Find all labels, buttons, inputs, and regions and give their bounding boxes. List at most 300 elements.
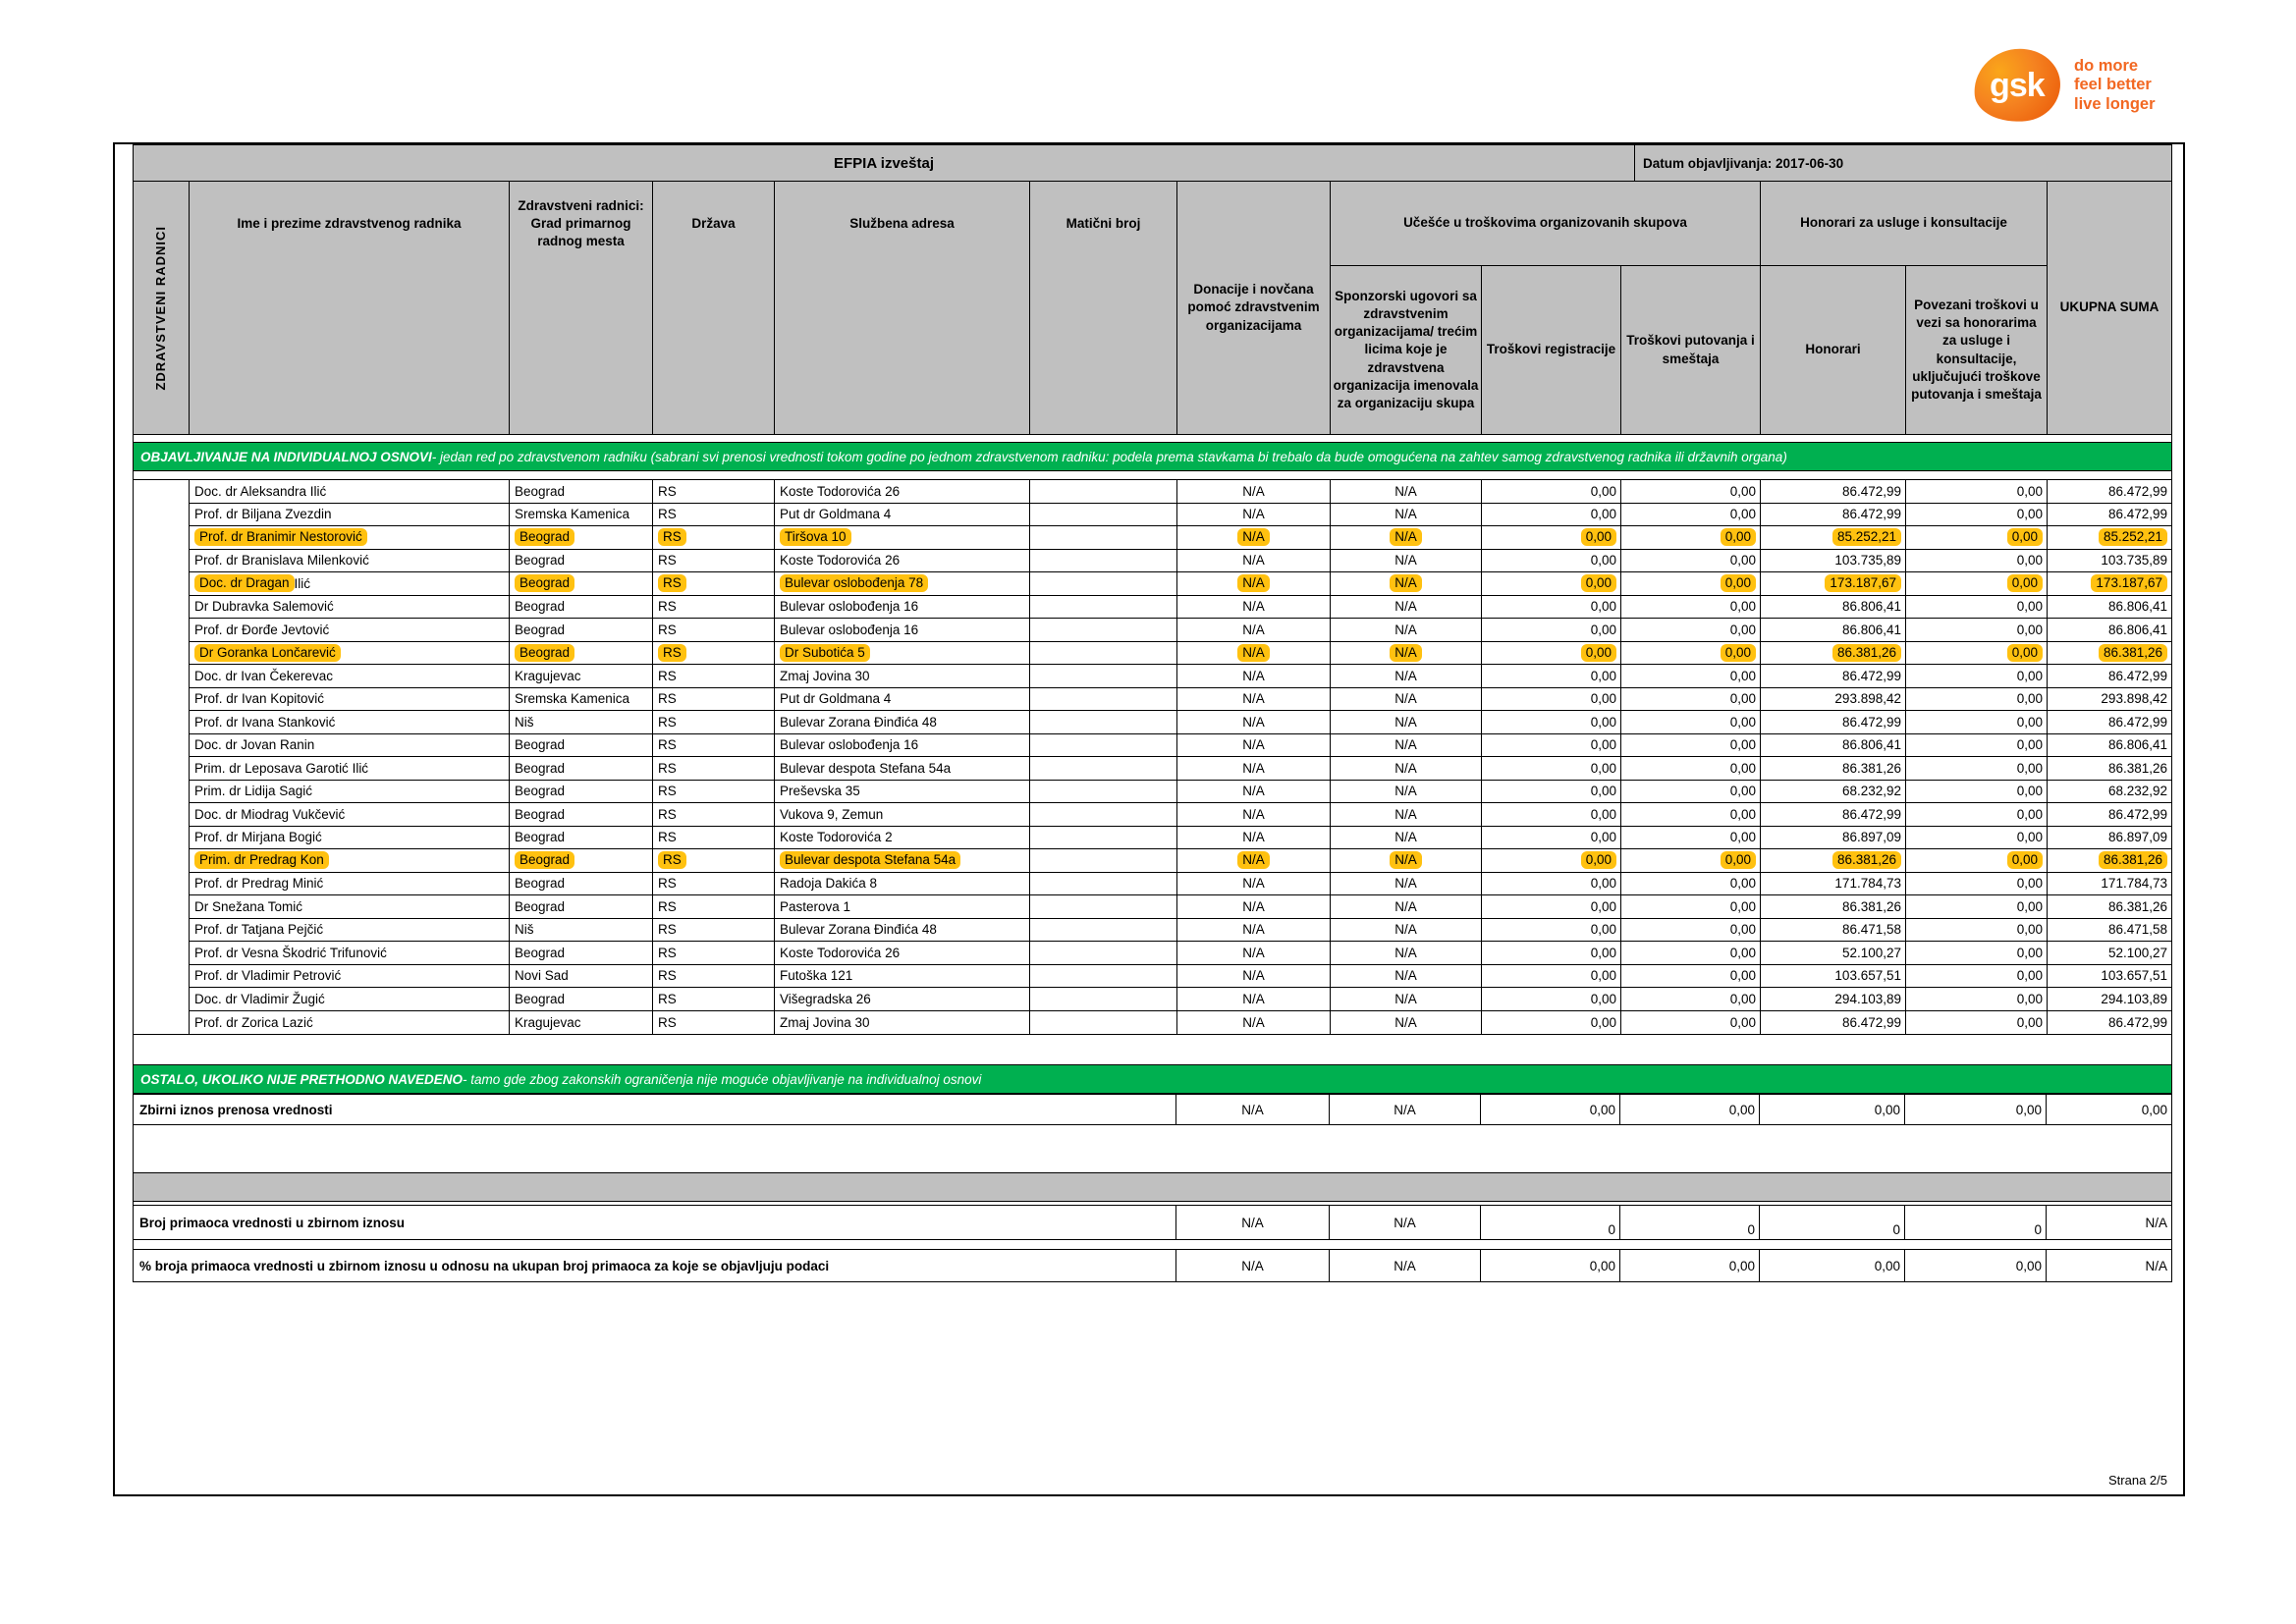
hcp-city-cell: Novi Sad xyxy=(510,965,653,988)
hcp-sponsorship-cell: N/A xyxy=(1331,781,1482,803)
percent-label: % broja primaoca vrednosti u zbirnom iznosu u odnosu na ukupan broj primaoca za koje se objavljuju podaci xyxy=(134,1250,1176,1281)
hcp-registration-cell: 0,00 xyxy=(1482,619,1621,641)
hcp-travel-cell: 0,00 xyxy=(1621,734,1761,757)
hcp-travel-cell: 0,00 xyxy=(1621,803,1761,826)
table-row xyxy=(190,572,2171,596)
hcp-total-cell: 86.381,26 xyxy=(2048,642,2171,665)
hcp-related-cell: 0,00 xyxy=(1906,572,2048,595)
banner-lead: OBJAVLJIVANJE NA INDIVIDUALNOJ OSNOVI xyxy=(140,449,432,464)
hcp-id-cell xyxy=(1030,734,1177,757)
hcp-name-cell: Doc. dr Jovan Ranin xyxy=(190,734,510,757)
other-disclosure-banner xyxy=(133,1064,2172,1094)
hcp-sponsorship-cell: N/A xyxy=(1331,734,1482,757)
hcp-id-cell xyxy=(1030,480,1177,503)
hcp-address-cell: Bulevar despota Stefana 54a xyxy=(775,849,1030,872)
hcp-address-cell: Dr Subotića 5 xyxy=(775,642,1030,665)
hcp-address-cell: Bulevar oslobođenja 16 xyxy=(775,734,1030,757)
hcp-id-cell xyxy=(1030,665,1177,687)
hcp-donations-cell: N/A xyxy=(1177,781,1331,803)
hcp-travel-cell: 0,00 xyxy=(1621,526,1761,549)
hcp-name-cell: Doc. dr Aleksandra Ilić xyxy=(190,480,510,503)
hcp-name-cell: Doc. dr Ivan Čekerevac xyxy=(190,665,510,687)
hcp-registration-cell: 0,00 xyxy=(1482,873,1621,895)
aggregate-sponsorship: N/A xyxy=(1330,1095,1481,1124)
banner-rest: - tamo gde zbog zakonskih ograničenja nije moguće objavljivanje na individualnoj osnovi xyxy=(463,1071,982,1087)
table-row xyxy=(190,665,2171,688)
hcp-registration-cell: 0,00 xyxy=(1482,711,1621,733)
hcp-registration-cell: 0,00 xyxy=(1482,734,1621,757)
hcp-related-cell: 0,00 xyxy=(1906,873,2048,895)
hcp-id-cell xyxy=(1030,873,1177,895)
hcp-donations-cell: N/A xyxy=(1177,504,1331,526)
hcp-city-cell: Beograd xyxy=(510,942,653,964)
hcp-travel-cell: 0,00 xyxy=(1621,504,1761,526)
aggregate-fees: 0,00 xyxy=(1760,1095,1905,1124)
table-row xyxy=(190,688,2171,712)
hcp-total-cell: 86.381,26 xyxy=(2048,849,2171,872)
hcp-fees-cell: 103.735,89 xyxy=(1761,550,1906,572)
hcp-id-cell xyxy=(1030,757,1177,780)
hcp-registration-cell: 0,00 xyxy=(1482,781,1621,803)
hcp-country-cell: RS xyxy=(653,757,775,780)
hcp-city-cell: Sremska Kamenica xyxy=(510,688,653,711)
hcp-city-cell: Beograd xyxy=(510,572,653,595)
report-title: EFPIA izveštaj xyxy=(134,145,1635,181)
hcp-address-cell: Zmaj Jovina 30 xyxy=(775,1011,1030,1035)
hcp-donations-cell: N/A xyxy=(1177,895,1331,918)
hcp-name-cell: Dr Dubravka Salemović xyxy=(190,596,510,619)
table-row xyxy=(190,942,2171,965)
hcp-sponsorship-cell: N/A xyxy=(1331,942,1482,964)
gsk-tagline xyxy=(2074,57,2156,114)
hcp-id-cell xyxy=(1030,942,1177,964)
percent-fees: 0,00 xyxy=(1760,1250,1905,1281)
hcp-address-cell: Koste Todorovića 26 xyxy=(775,942,1030,964)
hcp-name-cell: Prof. dr Đorđe Jevtović xyxy=(190,619,510,641)
col-header-country: Država xyxy=(653,182,775,434)
hcp-name-cell: Dr Snežana Tomić xyxy=(190,895,510,918)
hcp-name-cell: Prof. dr Branimir Nestorović xyxy=(190,526,510,549)
hcp-donations-cell: N/A xyxy=(1177,596,1331,619)
hcp-related-cell: 0,00 xyxy=(1906,688,2048,711)
hcp-city-cell: Beograd xyxy=(510,550,653,572)
hcp-total-cell: 52.100,27 xyxy=(2107,945,2167,960)
hcp-city-cell: Beograd xyxy=(510,988,653,1010)
aggregate-registration: 0,00 xyxy=(1481,1095,1620,1124)
hcp-travel-cell: 0,00 xyxy=(1621,619,1761,641)
page-number: Strana 2/5 xyxy=(2108,1473,2167,1488)
hcp-related-cell: 0,00 xyxy=(1906,480,2048,503)
hcp-total-cell: 86.806,41 xyxy=(2107,622,2167,637)
hcp-registration-cell: 0,00 xyxy=(1482,965,1621,988)
tagline-line-3: live longer xyxy=(2074,94,2156,113)
hcp-fees-cell: 171.784,73 xyxy=(1761,873,1906,895)
hcp-id-cell xyxy=(1030,596,1177,619)
hcp-id-cell xyxy=(1030,827,1177,849)
hcp-total-cell: 86.472,99 xyxy=(2107,668,2167,683)
hcp-fees-cell: 85.252,21 xyxy=(1761,526,1906,549)
hcp-fees-cell: 103.657,51 xyxy=(1761,965,1906,988)
hcp-address-cell: Preševska 35 xyxy=(775,781,1030,803)
publish-date: Datum objavljivanja: 2017-06-30 xyxy=(1643,155,1844,171)
hcp-name-cell: Doc. dr Miodrag Vukčević xyxy=(190,803,510,826)
hcp-country-cell: RS xyxy=(653,596,775,619)
percent-travel: 0,00 xyxy=(1620,1250,1760,1281)
hcp-sponsorship-cell: N/A xyxy=(1331,803,1482,826)
hcp-sponsorship-cell: N/A xyxy=(1331,919,1482,942)
hcp-country-cell: RS xyxy=(653,965,775,988)
col-header-id: Matični broj xyxy=(1030,182,1177,434)
hcp-fees-cell: 86.806,41 xyxy=(1761,619,1906,641)
hcp-country-cell: RS xyxy=(653,781,775,803)
hcp-fees-cell: 86.381,26 xyxy=(1761,642,1906,665)
hcp-fees-cell: 294.103,89 xyxy=(1761,988,1906,1010)
hcp-travel-cell: 0,00 xyxy=(1621,572,1761,595)
hcp-name-cell: Prim. dr Leposava Garotić Ilić xyxy=(190,757,510,780)
hcp-country-cell: RS xyxy=(653,665,775,687)
hcp-city-cell: Niš xyxy=(510,711,653,733)
gray-spacer-bar xyxy=(133,1172,2172,1202)
hcp-travel-cell: 0,00 xyxy=(1621,827,1761,849)
hcp-table xyxy=(133,479,2172,1035)
hcp-related-cell: 0,00 xyxy=(1906,596,2048,619)
hcp-city-cell: Beograd xyxy=(510,480,653,503)
hcp-related-cell: 0,00 xyxy=(1906,827,2048,849)
hcp-total-cell: 86.472,99 xyxy=(2107,714,2167,730)
hcp-total-cell: 86.472,99 xyxy=(2107,507,2167,522)
tagline-line-1: do more xyxy=(2074,56,2139,75)
hcp-city-cell: Beograd xyxy=(510,757,653,780)
col-header-travel: Troškovi putovanja i smeštaja xyxy=(1621,266,1761,434)
hcp-fees-cell: 86.472,99 xyxy=(1761,803,1906,826)
hcp-country-cell: RS xyxy=(653,827,775,849)
hcp-related-cell: 0,00 xyxy=(1906,803,2048,826)
hcp-city-cell: Kragujevac xyxy=(510,1011,653,1035)
recipient-count-row xyxy=(133,1205,2172,1240)
hcp-travel-cell: 0,00 xyxy=(1621,711,1761,733)
hcp-registration-cell: 0,00 xyxy=(1482,919,1621,942)
hcp-id-cell xyxy=(1030,803,1177,826)
table-row xyxy=(190,757,2171,781)
hcp-address-cell: Koste Todorovića 26 xyxy=(775,550,1030,572)
hcp-address-cell: Bulevar despota Stefana 54a xyxy=(775,757,1030,780)
hcp-address-cell: Put dr Goldmana 4 xyxy=(775,504,1030,526)
hcp-address-cell: Koste Todorovića 2 xyxy=(775,827,1030,849)
hcp-city-cell: Sremska Kamenica xyxy=(510,504,653,526)
table-row xyxy=(190,596,2171,620)
hcp-donations-cell: N/A xyxy=(1177,757,1331,780)
hcp-fees-cell: 86.381,26 xyxy=(1761,895,1906,918)
hcp-id-cell xyxy=(1030,919,1177,942)
table-row xyxy=(190,480,2171,504)
hcp-fees-cell: 86.472,99 xyxy=(1761,711,1906,733)
hcp-sponsorship-cell: N/A xyxy=(1331,757,1482,780)
hcp-fees-cell: 52.100,27 xyxy=(1761,942,1906,964)
hcp-registration-cell: 0,00 xyxy=(1482,572,1621,595)
hcp-registration-cell: 0,00 xyxy=(1482,942,1621,964)
hcp-related-cell: 0,00 xyxy=(1906,642,2048,665)
hcp-total-cell: 86.472,99 xyxy=(2107,806,2167,822)
hcp-country-cell: RS xyxy=(653,895,775,918)
hcp-donations-cell: N/A xyxy=(1177,480,1331,503)
hcp-sponsorship-cell: N/A xyxy=(1331,988,1482,1010)
hcp-country-cell: RS xyxy=(653,919,775,942)
col-header-related: Povezani troškovi u vezi sa honorarima za usluge i konsultacije, uključujući troškove putovanja i smeštaja xyxy=(1906,266,2048,434)
hcp-travel-cell: 0,00 xyxy=(1621,873,1761,895)
hcp-registration-cell: 0,00 xyxy=(1482,480,1621,503)
hcp-related-cell: 0,00 xyxy=(1906,526,2048,549)
column-headers xyxy=(134,182,2171,434)
hcp-donations-cell: N/A xyxy=(1177,988,1331,1010)
hcp-address-cell: Radoja Dakića 8 xyxy=(775,873,1030,895)
hcp-country-cell: RS xyxy=(653,619,775,641)
hcp-registration-cell: 0,00 xyxy=(1482,803,1621,826)
hcp-donations-cell: N/A xyxy=(1177,642,1331,665)
hcp-id-cell xyxy=(1030,988,1177,1010)
hcp-donations-cell: N/A xyxy=(1177,550,1331,572)
hcp-registration-cell: 0,00 xyxy=(1482,827,1621,849)
hcp-address-cell: Pasterova 1 xyxy=(775,895,1030,918)
hcp-related-cell: 0,00 xyxy=(1906,919,2048,942)
report-header xyxy=(133,144,2172,435)
hcp-city-cell: Beograd xyxy=(510,781,653,803)
percent-donations: N/A xyxy=(1176,1250,1330,1281)
hcp-fees-cell: 86.806,41 xyxy=(1761,596,1906,619)
table-row xyxy=(190,734,2171,758)
hcp-total-cell: 86.381,26 xyxy=(2107,898,2167,914)
hcp-country-cell: RS xyxy=(653,550,775,572)
hcp-travel-cell: 0,00 xyxy=(1621,895,1761,918)
percent-registration: 0,00 xyxy=(1481,1250,1620,1281)
hcp-total-cell: 103.735,89 xyxy=(2101,553,2167,568)
table-row xyxy=(190,873,2171,896)
hcp-registration-cell: 0,00 xyxy=(1482,757,1621,780)
individual-disclosure-banner xyxy=(133,442,2172,471)
hcp-sponsorship-cell: N/A xyxy=(1331,504,1482,526)
gsk-logo-icon xyxy=(1970,45,2063,127)
hcp-country-cell: RS xyxy=(653,942,775,964)
count-registration: 0 xyxy=(1481,1206,1620,1239)
col-header-address: Službena adresa xyxy=(775,182,1030,434)
hcp-donations-cell: N/A xyxy=(1177,688,1331,711)
table-row xyxy=(190,988,2171,1011)
hcp-registration-cell: 0,00 xyxy=(1482,642,1621,665)
hcp-registration-cell: 0,00 xyxy=(1482,849,1621,872)
hcp-fees-cell: 86.381,26 xyxy=(1761,757,1906,780)
hcp-id-cell xyxy=(1030,504,1177,526)
hcp-fees-cell: 86.472,99 xyxy=(1761,504,1906,526)
hcp-address-cell: Bulevar Zorana Đinđića 48 xyxy=(775,919,1030,942)
count-label: Broj primaoca vrednosti u zbirnom iznosu xyxy=(134,1206,1176,1239)
hcp-donations-cell: N/A xyxy=(1177,942,1331,964)
hcp-id-cell xyxy=(1030,526,1177,549)
col-header-sponsorship: Sponzorski ugovori sa zdravstvenim organizacijama/ trećim licima koje je zdravstvena organizacija imenovala za organizaciju skupa xyxy=(1331,266,1482,434)
hcp-country-cell: RS xyxy=(653,734,775,757)
hcp-city-cell: Beograd xyxy=(510,827,653,849)
table-row xyxy=(190,919,2171,943)
percent-related: 0,00 xyxy=(1905,1250,2047,1281)
hcp-total-cell: 68.232,92 xyxy=(2107,784,2167,799)
hcp-registration-cell: 0,00 xyxy=(1482,895,1621,918)
hcp-travel-cell: 0,00 xyxy=(1621,550,1761,572)
hcp-fees-cell: 86.897,09 xyxy=(1761,827,1906,849)
hcp-id-cell xyxy=(1030,642,1177,665)
hcp-fees-cell: 86.472,99 xyxy=(1761,1011,1906,1035)
hcp-registration-cell: 0,00 xyxy=(1482,988,1621,1010)
hcp-sponsorship-cell: N/A xyxy=(1331,1011,1482,1035)
hcp-donations-cell: N/A xyxy=(1177,849,1331,872)
hcp-sponsorship-cell: N/A xyxy=(1331,873,1482,895)
report-frame xyxy=(113,142,2185,1496)
aggregate-total: 0,00 xyxy=(2141,1102,2167,1117)
aggregate-label: Zbirni iznos prenosa vrednosti xyxy=(134,1095,1176,1124)
table-row xyxy=(190,711,2171,734)
hcp-travel-cell: 0,00 xyxy=(1621,781,1761,803)
hcp-related-cell: 0,00 xyxy=(1906,665,2048,687)
hcp-related-cell: 0,00 xyxy=(1906,781,2048,803)
col-header-name: Ime i prezime zdravstvenog radnika xyxy=(190,182,510,434)
col-header-total: UKUPNA SUMA xyxy=(2059,299,2159,315)
table-row xyxy=(190,781,2171,804)
hcp-country-cell: RS xyxy=(653,711,775,733)
hcp-travel-cell: 0,00 xyxy=(1621,665,1761,687)
hcp-travel-cell: 0,00 xyxy=(1621,849,1761,872)
hcp-related-cell: 0,00 xyxy=(1906,504,2048,526)
hcp-city-cell: Beograd xyxy=(510,734,653,757)
aggregate-related: 0,00 xyxy=(1905,1095,2047,1124)
hcp-donations-cell: N/A xyxy=(1177,1011,1331,1035)
hcp-total-cell: 86.472,99 xyxy=(2107,483,2167,499)
hcp-name-cell: Doc. dr Vladimir Žugić xyxy=(190,988,510,1010)
tagline-line-2: feel better xyxy=(2074,76,2152,94)
hcp-fees-cell: 86.806,41 xyxy=(1761,734,1906,757)
hcp-sponsorship-cell: N/A xyxy=(1331,895,1482,918)
hcp-country-cell: RS xyxy=(653,1011,775,1035)
count-related: 0 xyxy=(1905,1206,2047,1239)
hcp-city-cell: Beograd xyxy=(510,803,653,826)
hcp-donations-cell: N/A xyxy=(1177,619,1331,641)
hcp-travel-cell: 0,00 xyxy=(1621,480,1761,503)
hcp-city-cell: Kragujevac xyxy=(510,665,653,687)
hcp-id-cell xyxy=(1030,550,1177,572)
hcp-related-cell: 0,00 xyxy=(1906,965,2048,988)
hcp-registration-cell: 0,00 xyxy=(1482,526,1621,549)
hcp-related-cell: 0,00 xyxy=(1906,757,2048,780)
hcp-sponsorship-cell: N/A xyxy=(1331,965,1482,988)
hcp-address-cell: Višegradska 26 xyxy=(775,988,1030,1010)
hcp-name-cell: Prof. dr Vladimir Petrović xyxy=(190,965,510,988)
hcp-total-cell: 86.806,41 xyxy=(2107,737,2167,753)
hcp-fees-cell: 86.381,26 xyxy=(1761,849,1906,872)
hcp-total-cell: 86.897,09 xyxy=(2107,830,2167,845)
table-row xyxy=(190,550,2171,573)
hcp-travel-cell: 0,00 xyxy=(1621,642,1761,665)
hcp-sponsorship-cell: N/A xyxy=(1331,619,1482,641)
hcp-country-cell: RS xyxy=(653,572,775,595)
hcp-address-cell: Zmaj Jovina 30 xyxy=(775,665,1030,687)
hcp-travel-cell: 0,00 xyxy=(1621,1011,1761,1035)
hcp-related-cell: 0,00 xyxy=(1906,988,2048,1010)
hcp-total-cell: 85.252,21 xyxy=(2048,526,2171,549)
hcp-address-cell: Koste Todorovića 26 xyxy=(775,480,1030,503)
col-header-fees: Honorari xyxy=(1761,266,1906,434)
hcp-id-cell xyxy=(1030,619,1177,641)
hcp-donations-cell: N/A xyxy=(1177,873,1331,895)
hcp-registration-cell: 0,00 xyxy=(1482,688,1621,711)
hcp-name-cell: Prof. dr Mirjana Bogić xyxy=(190,827,510,849)
hcp-registration-cell: 0,00 xyxy=(1482,665,1621,687)
hcp-total-cell: 103.657,51 xyxy=(2101,968,2167,984)
hcp-name-cell: Doc. dr Dragan Ilić xyxy=(190,572,510,595)
table-row xyxy=(190,849,2171,873)
count-total: N/A xyxy=(2145,1215,2167,1230)
hcp-related-cell: 0,00 xyxy=(1906,619,2048,641)
hcp-sponsorship-cell: N/A xyxy=(1331,665,1482,687)
hcp-total-cell: 173.187,67 xyxy=(2048,572,2171,595)
hcp-donations-cell: N/A xyxy=(1177,665,1331,687)
hcp-name-cell: Prof. dr Ivana Stanković xyxy=(190,711,510,733)
hcp-fees-cell: 86.472,99 xyxy=(1761,480,1906,503)
hcp-related-cell: 0,00 xyxy=(1906,942,2048,964)
count-donations: N/A xyxy=(1176,1206,1330,1239)
banner-rest: - jedan red po zdravstvenom radniku (sabrani svi prenosi vrednosti tokom godine po jednom zdravstvenom radniku: podela prema stavkama bi trebalo da bude omogućena na zahtev samog zdravstvenog radnika ili državnih organa) xyxy=(431,449,1787,464)
hcp-address-cell: Vukova 9, Zemun xyxy=(775,803,1030,826)
table-row xyxy=(190,504,2171,527)
hcp-sponsorship-cell: N/A xyxy=(1331,572,1482,595)
hcp-related-cell: 0,00 xyxy=(1906,1011,2048,1035)
table-row xyxy=(190,803,2171,827)
hcp-sponsorship-cell: N/A xyxy=(1331,480,1482,503)
count-fees: 0 xyxy=(1760,1206,1905,1239)
hcp-country-cell: RS xyxy=(653,642,775,665)
hcp-fees-cell: 86.471,58 xyxy=(1761,919,1906,942)
hcp-donations-cell: N/A xyxy=(1177,572,1331,595)
aggregate-row xyxy=(133,1094,2172,1125)
hcp-address-cell: Bulevar oslobođenja 16 xyxy=(775,596,1030,619)
hcp-related-cell: 0,00 xyxy=(1906,849,2048,872)
hcp-country-cell: RS xyxy=(653,480,775,503)
table-row xyxy=(190,642,2171,666)
hcp-name-cell: Dr Goranka Lončarević xyxy=(190,642,510,665)
hcp-sponsorship-cell: N/A xyxy=(1331,642,1482,665)
hcp-id-cell xyxy=(1030,895,1177,918)
hcp-sponsorship-cell: N/A xyxy=(1331,688,1482,711)
hcp-travel-cell: 0,00 xyxy=(1621,965,1761,988)
hcp-id-cell xyxy=(1030,572,1177,595)
table-row xyxy=(190,619,2171,642)
hcp-related-cell: 0,00 xyxy=(1906,711,2048,733)
col-header-city: Zdravstveni radnici: Grad primarnog radnog mesta xyxy=(510,182,653,434)
hcp-travel-cell: 0,00 xyxy=(1621,988,1761,1010)
hcp-sponsorship-cell: N/A xyxy=(1331,596,1482,619)
gsk-logo xyxy=(1974,49,2156,122)
aggregate-travel: 0,00 xyxy=(1620,1095,1760,1124)
hcp-table-lead-column xyxy=(134,480,190,1034)
hcp-total-cell: 86.381,26 xyxy=(2107,760,2167,776)
hcp-sponsorship-cell: N/A xyxy=(1331,550,1482,572)
hcp-registration-cell: 0,00 xyxy=(1482,550,1621,572)
table-row xyxy=(190,827,2171,850)
hcp-city-cell: Beograd xyxy=(510,619,653,641)
table-row xyxy=(190,965,2171,989)
hcp-country-cell: RS xyxy=(653,688,775,711)
hcp-city-cell: Beograd xyxy=(510,873,653,895)
hcp-name-cell: Prof. dr Branislava Milenković xyxy=(190,550,510,572)
hcp-travel-cell: 0,00 xyxy=(1621,757,1761,780)
hcp-id-cell xyxy=(1030,849,1177,872)
hcp-address-cell: Futoška 121 xyxy=(775,965,1030,988)
hcp-total-cell: 86.471,58 xyxy=(2107,922,2167,938)
